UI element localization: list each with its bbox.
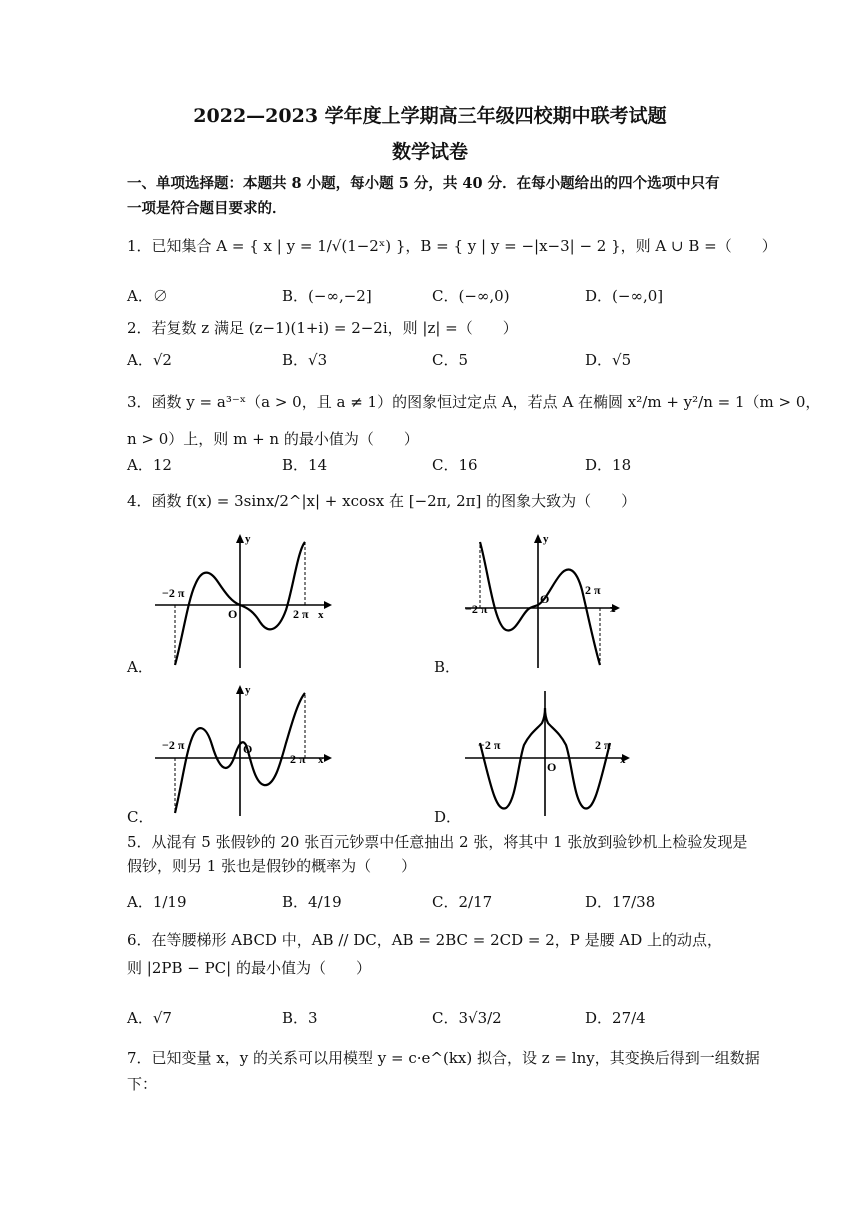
q1-stem: 1．已知集合 A = { x | y = 1/√(1−2ˣ) }，B = { y | y = −|x−3| − 2 }，则 A ∪ B =（ ） — [127, 237, 777, 255]
q4-graph-b-neg-label: −2 π — [465, 602, 488, 616]
q1-option-d: D．(−∞,0] — [585, 287, 664, 305]
q3-stem-line1: 3．函数 y = a³⁻ˣ（a > 0，且 a ≠ 1）的图象恒过定点 A，若点 A 在椭圆 x²/m + y²/n = 1（m > 0， — [127, 393, 821, 411]
q6-option-b: B．3 — [282, 1009, 318, 1027]
q4-graph-c-neg-label: −2 π — [162, 738, 185, 752]
q7-line2: 下： — [127, 1075, 158, 1093]
q3-option-b: B．14 — [282, 456, 328, 474]
q2-stem: 2．若复数 z 满足 (z−1)(1+i) = 2−2i，则 |z| =（ ） — [127, 319, 518, 337]
q6-option-a: A．√7 — [127, 1009, 172, 1027]
q4-graph-a-neg-label: −2 π — [162, 586, 185, 600]
q5-line2: 假钞，则另 1 张也是假钞的概率为（ ） — [127, 857, 417, 875]
q4-label-d: D． — [434, 808, 462, 826]
section-heading-line2: 一项是符合题目要求的． — [127, 200, 287, 217]
q6-option-c: C．3√3/2 — [432, 1009, 502, 1027]
q6-line1: 6．在等腰梯形 ABCD 中，AB // DC，AB = 2BC = 2CD = 2，P 是腰 AD 上的动点， — [127, 931, 723, 949]
q4-graph-a-origin-label: O — [228, 607, 238, 621]
q4-label-a: A． — [127, 658, 153, 676]
q4-graph-b-y-label: y — [543, 533, 549, 545]
q4-graph-c-origin-label: O — [243, 742, 253, 756]
q4-graph-d — [460, 683, 640, 818]
q2-option-b: B．√3 — [282, 351, 328, 369]
q4-graph-c-pos-label: 2 π — [290, 752, 306, 766]
q3-stem-line2: n > 0）上，则 m + n 的最小值为（ ） — [127, 430, 419, 448]
q4-label-c: C． — [127, 808, 154, 826]
q5-line1: 5．从混有 5 张假钞的 20 张百元钞票中任意抽出 2 张，将其中 1 张放到验钞机上检验发现是 — [127, 833, 748, 851]
q4-graph-d-pos-label: 2 π — [595, 738, 611, 752]
q1-option-b: B．(−∞,−2] — [282, 287, 372, 305]
q4-graph-d-x-label: x — [620, 754, 626, 766]
q2-option-d: D．√5 — [585, 351, 632, 369]
q5-option-a: A．1/19 — [127, 893, 187, 911]
page-subtitle: 数学试卷 — [391, 141, 468, 163]
q4-graph-a-y-label: y — [245, 533, 251, 545]
q1-option-c: C．(−∞,0) — [432, 287, 510, 305]
q1-option-a: A．∅ — [127, 287, 168, 305]
q4-graph-c — [150, 683, 340, 818]
q7-line1: 7．已知变量 x，y 的关系可以用模型 y = c·e^(kx) 拟合，设 z = lny，其变换后得到一组数据 — [127, 1049, 760, 1067]
q4-graph-d-origin-label: O — [547, 760, 557, 774]
page-title: 2022—2023 学年度上学期高三年级四校期中联考试题 — [193, 105, 667, 127]
q4-graph-a-x-label: x — [318, 609, 324, 621]
q4-graph-d-neg-label: −2 π — [478, 738, 501, 752]
q4-stem: 4．函数 f(x) = 3sinx/2^|x| + xcosx 在 [−2π, 2π] 的图象大致为（ ） — [127, 492, 637, 510]
q4-graph-c-y-label: y — [245, 684, 251, 696]
q2-option-c: C．5 — [432, 351, 469, 369]
q6-option-d: D．27/4 — [585, 1009, 646, 1027]
q5-option-b: B．4/19 — [282, 893, 342, 911]
q5-option-c: C．2/17 — [432, 893, 493, 911]
q2-option-a: A．√2 — [127, 351, 172, 369]
q3-option-d: D．18 — [585, 456, 632, 474]
q4-graph-b-x-label: x — [610, 603, 616, 615]
q3-option-a: A．12 — [127, 456, 172, 474]
q4-graph-c-x-label: x — [318, 754, 324, 766]
q4-graph-b — [460, 530, 630, 670]
q6-line2: 则 |2PB − PC| 的最小值为（ ） — [127, 959, 371, 977]
q3-option-c: C．16 — [432, 456, 478, 474]
q4-graph-a-pos-label: 2 π — [293, 607, 309, 621]
q4-graph-a — [150, 530, 340, 670]
q4-label-b: B． — [434, 658, 461, 676]
q4-graph-b-pos-label: 2 π — [585, 583, 601, 597]
q4-graph-b-origin-label: O — [540, 592, 550, 606]
section-heading-line1: 一、单项选择题：本题共 8 小题，每小题 5 分，共 40 分．在每小题给出的四个选项中只有 — [127, 175, 720, 192]
q5-option-d: D．17/38 — [585, 893, 656, 911]
